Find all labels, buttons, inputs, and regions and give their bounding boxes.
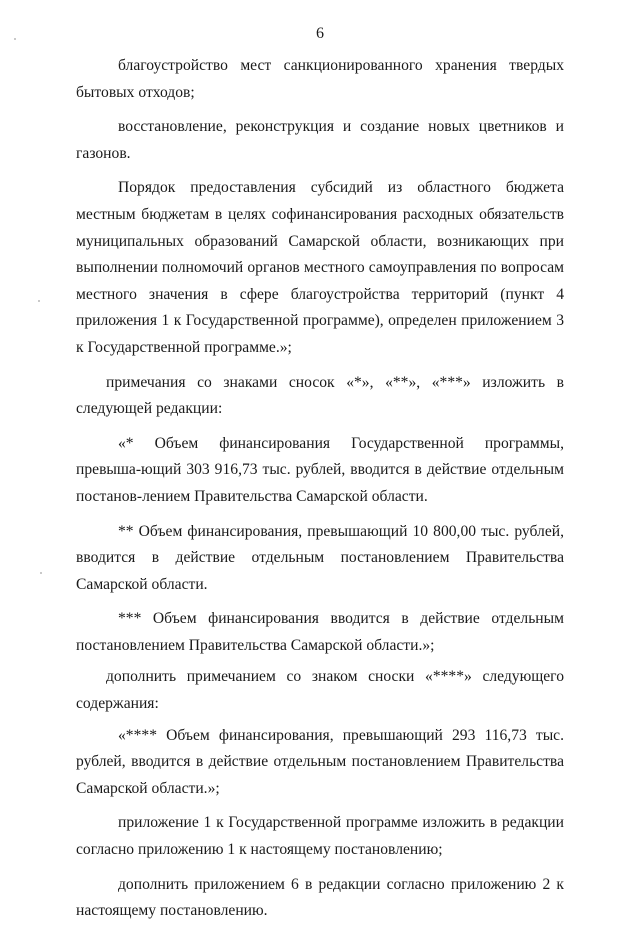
paragraph-appendix-6: дополнить приложением 6 в редакции согласно приложению 2 к настоящему постановлению. [76,875,564,920]
paragraph-footnote-2: ** Объем финансирования, превышающий 10 800,00 тыс. рублей, вводится в действие отдельным постановлением Правительства Самарской области. [76,522,564,593]
paragraph-waste-storage: благоустройство мест санкционированного хранения твердых бытовых отходов; [76,57,564,101]
paragraph-appendix-1: приложение 1 к Государственной программе изложить в редакции согласно приложению 1 к настоящему постановлению; [76,814,564,859]
scan-mark [14,38,16,40]
paragraph-footnote-4: «**** Объем финансирования, превышающий 293 116,73 тыс. рублей, вводится в действие отдельным постановлением Правительства Самарской области.»; [76,726,564,797]
paragraph-flowerbeds: восстановление, реконструкция и создание новых цветников и газонов. [76,118,564,162]
paragraph-footnote-1: «* Объем финансирования Государственной программы, превыша-ющий 303 916,73 тыс. рублей, вводится в действие отдельным постанов-лением Правительства Самарской области. [76,434,564,505]
paragraph-footnotes-intro: примечания со знаками сносок «*», «**», «***» изложить в следующей редакции: [76,373,564,418]
scan-mark [38,300,40,302]
page-number: 6 [316,25,324,42]
paragraph-subsidy-procedure: Порядок предоставления субсидий из областного бюджета местным бюджетам в целях софинансирования расходных обязательств муниципальных образований Самарской области, возникающих при выполнении полномочий органов местного самоуправления по вопросам местного значения в сфере благоустройства территорий (пункт 4 приложения 1 к Государственной программе), определен приложением 3 к Государственной программе.»; [76,179,564,356]
scan-mark [40,572,42,574]
paragraph-add-footnote: дополнить примечанием со знаком сноски «****» следующего содержания: [76,668,564,713]
document-body [76,53,564,925]
paragraph-footnote-3: *** Объем финансирования вводится в действие отдельным постановлением Правительства Самарской области.»; [76,610,564,654]
